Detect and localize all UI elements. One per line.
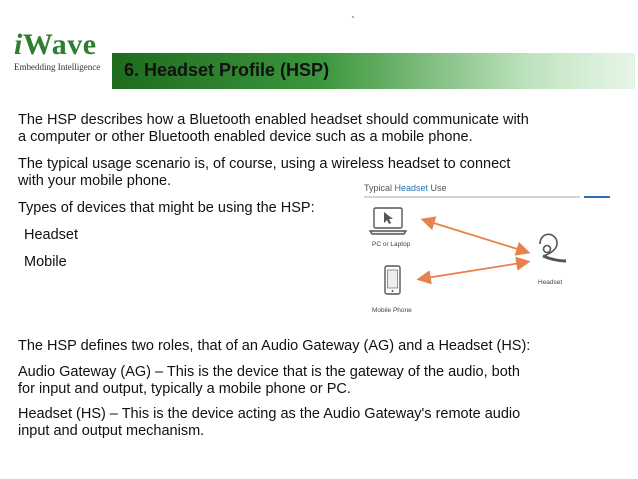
logo-word-i: i [14,28,23,61]
logo-tagline: Embedding Intelligence [14,62,101,72]
logo-word-rest: Wave [22,28,97,61]
list-item-headset: Headset [24,227,79,243]
iwave-logo [10,22,110,74]
paragraph-5-line-2: for input and output, typically a mobile phone or PC. [18,381,351,397]
stray-tick-mark: ` [351,14,355,28]
label-mobile-phone: Mobile Phone [372,307,412,314]
paragraph-2-line-2: with your mobile phone. [18,173,172,189]
diagram-title-suffix: Use [428,183,447,193]
mobile-phone-icon [385,266,400,294]
paragraph-6-line-2: input and output mechanism. [18,423,205,439]
diagram-svg [362,182,612,318]
paragraph-2-line-1: The typical usage scenario is, of course, using a wireless headset to connect [18,156,511,172]
arrow-phone-to-headset [420,262,527,279]
paragraph-1-line-2: a computer or other Bluetooth enabled device such as a mobile phone. [18,129,473,145]
diagram-title-highlight: Headset [394,183,429,193]
paragraph-5-line-1: Audio Gateway (AG) – This is the device that is the gateway of the audio, both [18,364,520,380]
label-headset: Headset [538,279,563,286]
logo-wordmark [14,28,97,62]
paragraph-3: Types of devices that might be using the HSP: [18,200,315,216]
headset-use-diagram [362,182,612,318]
diagram-title [364,183,447,193]
laptop-icon [370,208,406,234]
paragraph-6-line-1: Headset (HS) – This is the device acting as the Audio Gateway's remote audio [18,406,521,422]
label-pc-or-laptop: PC or Laptop [372,241,411,248]
paragraph-4: The HSP defines two roles, that of an Audio Gateway (AG) and a Headset (HS): [18,338,531,354]
slide-title: 6. Headset Profile (HSP) [124,60,330,80]
paragraph-1-line-1: The HSP describes how a Bluetooth enabled headset should communicate with [18,112,529,128]
diagram-title-prefix: Typical [364,183,395,193]
arrow-laptop-to-headset [424,220,527,252]
list-item-mobile: Mobile [24,254,67,270]
headset-icon [540,234,566,261]
